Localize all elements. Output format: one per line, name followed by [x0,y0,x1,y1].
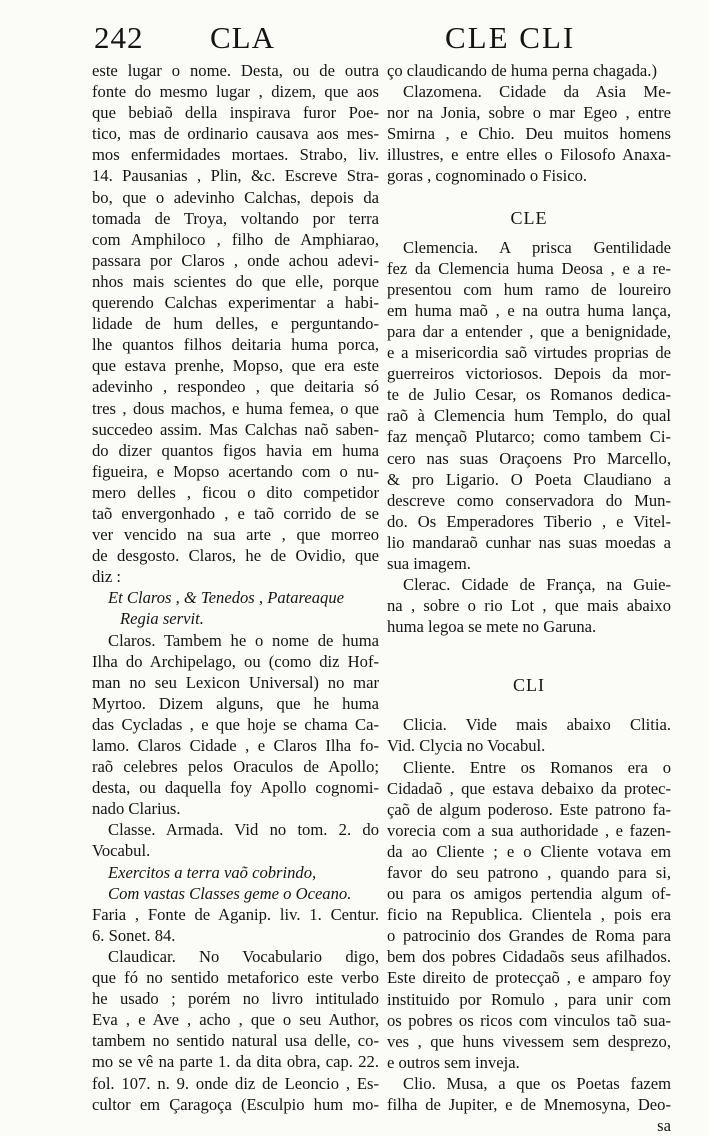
text-line: Vid. Clycia no Vocabul. [387,736,546,756]
text-line: bo, que o adevinho Calchas, depois da [92,187,379,207]
text-line: Claudicar. No Vocabulario digo, [108,946,379,966]
text-line: raõ à Clemencia hum Templo, do qual [387,406,671,426]
text-line: Regia servit. [120,609,204,629]
text-line: Exercitos a terra vaõ cobrindo, [108,862,317,882]
text-line: com Amphiloco , filho de Amphiarao, [92,229,379,249]
text-line: Clemencia. A prisca Gentilidade [403,237,671,257]
text-line: mero delles , ficou o dito competidor [92,482,379,502]
running-head-left: CLA [210,20,275,55]
cle-entries [387,237,671,638]
text-line: instituido por Romulo , para unir com [387,989,671,1009]
text-line: ço claudicando de huma perna chagada.) [387,61,657,80]
text-line: cultor em Çaragoça (Esculpio hum mo- [92,1094,379,1114]
text-line: ver vencido na sua arte , que morreo [92,525,379,545]
text-line: e outros sem inveja. [387,1052,520,1072]
text-line: lidade de hum delles, e perguntando- [92,314,379,334]
text-line: Cidadaõ , que estava debaixo da protec- [387,778,671,798]
text-line: favor do seu patrono , quando para si, [387,863,671,882]
text-line: tambem no sentido natural usa delle, co- [92,1031,379,1051]
text-line: tico, mas de ordinario causava aos mes- [92,124,379,144]
text-line: he usado ; porém no livro intitulado [92,989,379,1009]
section-heading-cle: CLE [510,207,548,228]
text-line: lio mandaraõ cunhar nas suas moedas a [387,532,671,552]
text-line: sa [657,1116,671,1136]
text-line: este lugar o nome. Desta, ou de outra [92,61,379,80]
text-line: do dizer quantos figos havia em huma [92,440,379,460]
text-line: guerreiros victoriosos. Depois da mor- [387,364,671,384]
text-line: lhe quantos filhos deitaria huma porca, [92,335,379,355]
text-line: fonte do mesmo lugar , dizem, que aos [92,82,379,102]
text-line: Clerac. Cidade de França, na Guie- [403,575,671,595]
text-line: fol. 107. n. 9. onde diz de Leoncio , Es- [92,1073,379,1093]
text-line: em huma maõ , e na outra huma lança, [387,300,671,320]
text-line: te de Julio Cesar, os Romanos dedica- [387,385,671,405]
text-line: nhos mais scientes do que elle, porque [92,271,379,291]
text-line: que estava prenhe, Mopso, que era este [92,356,379,376]
text-line: que fó no sentido metaforico este verbo [92,968,379,988]
text-line: faz mençaõ Plutarco; como tambem Ci- [387,427,671,447]
section-gap [387,704,671,714]
text-line: presentou com hum ramo de loureiro [387,279,671,299]
text-line: & pro Ligario. O Poeta Claudiano a [387,469,671,489]
text-line: descreve como conservadora do Mun- [387,490,671,510]
text-line: cero nas suas Oraçoens Pro Marcello, [387,448,671,468]
text-line: Myrtoo. Dizem alguns, que he huma [92,693,379,713]
text-line: passara por Claros , onde achou adevi- [92,250,379,270]
text-line: diz : [92,567,122,587]
text-line: Este direito de protecçaõ , e amparo foy [387,968,671,988]
text-line: Ilha do Archipelago, ou (como diz Hof- [92,651,379,671]
text-line: ou para os amigos pertendia algum of- [387,884,671,904]
page-number: 242 [94,20,144,55]
section-gap [387,637,671,664]
section-heading-cli: CLI [513,675,545,696]
text-line: o patrocinio dos Grandes de Roma para [387,926,671,946]
text-line: Com vastas Classes geme o Oceano. [108,883,352,903]
text-line: de desgosto. Claros, he de Ovidio, que [92,546,379,566]
text-line: Clicia. Vide mais abaixo Clitia. [403,715,671,735]
running-head-right: CLE CLI [445,20,576,55]
text-line: nado Clarius. [92,799,181,819]
text-line: os pobres os ricos com vinculos taõ sua- [387,1010,671,1030]
text-line: Cliente. Entre os Romanos era o [403,757,671,777]
text-line: sua imagem. [387,553,471,573]
text-line: man no seu Lexicon Universal) no mar [92,672,379,692]
text-line: fez da Clemencia huma Deosa , e a re- [387,258,671,278]
text-line: illustres, e entre elles o Filosofo Anaxa- [387,145,671,165]
text-line: e a misericordia saõ virtudes proprias de [387,343,671,363]
text-line: para dar a entender , que a benignidade, [387,321,671,341]
text-line: querendo Calchas experimentar a habi- [92,293,379,313]
text-line: Vocabul. [92,841,151,861]
text-line: nor na Jonia, sobre o mar Egeo , entre [387,103,671,123]
section-gap [387,187,671,197]
text-line: çaõ de algum poderoso. Este patrono fa- [387,799,671,819]
text-line: mo se vê na parte 1. da dita obra, cap. 22. [92,1052,379,1072]
text-line: figueira, e Mopso acertando com o nu- [92,461,379,481]
text-line: vorecia com a sua authoridade , e fazen- [387,820,671,840]
text-line: da ao Cliente ; e o Cliente votava em [387,841,671,861]
text-line: Faria , Fonte de Aganip. liv. 1. Centur. [92,904,379,924]
text-line: Et Claros , & Tenedos , Patareaque [108,588,344,608]
text-line: ves , que huns vivessem sem desprezo, [387,1031,671,1051]
text-line: 6. Sonet. 84. [92,925,176,945]
text-line: mos enfermidades mortaes. Strabo, liv. [92,145,379,165]
text-line: goras , cognominado o Fisico. [387,166,588,186]
text-line: Eva , e Ave , acho , que o seu Author, [92,1010,379,1030]
text-line: tomada de Troya, voltando por terra [92,208,379,228]
text-line: das Cycladas , e que hoje se chama Ca- [92,714,379,734]
right-column-top-entries [387,60,671,187]
text-line: lamo. Claros Cidade , e Claros Ilha fo- [92,736,379,755]
text-line: taõ envergonhado , e taõ corrido de se [92,503,379,523]
text-line: Smirna , e Chio. Deu muitos homens [387,124,671,144]
text-line: raõ celebres pelos Oraculos de Apollo; [92,757,379,777]
text-line: succedeo assim. Mas Calchas naõ saben- [92,419,379,439]
text-line: ficio na Republica. Clientela , pois era [387,905,671,925]
text-line: adevinho , respondeo , que deitaria só [92,377,379,397]
text-line: Clazomena. Cidade da Asia Me- [403,82,671,102]
text-line: que bebiaõ della inspirava furor Poe- [92,103,379,123]
text-line: Classe. Armada. Vid no tom. 2. do [108,820,379,840]
text-line: na , sobre o rio Lot , que mais abaixo [387,596,671,616]
text-line: 14. Pausanias , Plin, &c. Escreve Stra- [92,166,379,186]
text-line: tres , dous machos, e huma femea, o que [92,398,379,418]
text-line: filha de Jupiter, e de Mnemosyna, Deo- [387,1095,671,1115]
text-line: Claros. Tambem he o nome de huma [108,630,379,650]
text-line: bem dos pobres Cidadaõs seus afilhados. [387,947,671,967]
left-column [92,60,379,1115]
text-line: huma legoa se mete no Garuna. [387,617,597,637]
right-column [387,60,671,1136]
text-line: desta, ou daquella foy Apollo cognomi- [92,778,379,798]
text-line: Clio. Musa, a que os Poetas fazem [403,1073,671,1093]
cli-entries [387,714,671,1136]
text-line: do. Os Emperadores Tiberio , e Vitel- [387,511,671,531]
